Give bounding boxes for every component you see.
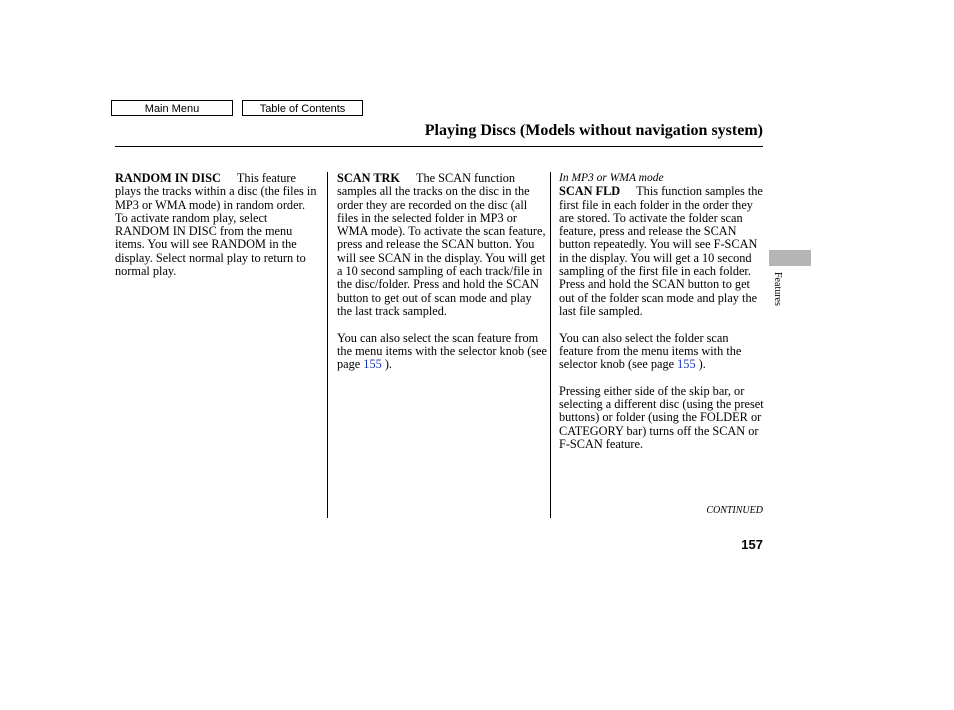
page-155-link-2[interactable]: 155 [677, 357, 696, 372]
scan-trk-menu-text: You can also select the scan feature from the menu items with the selector knob (see page [337, 330, 548, 372]
section-tab-marker [769, 250, 811, 266]
column-divider-2 [550, 172, 551, 518]
column-random-in-disc [115, 172, 320, 278]
scan-off-paragraph: Pressing either side of the skip bar, or selecting a different disc (using the preset buttons) or folder (using the FOLDER or CATEGORY bar) turns off the SCAN or F-SCAN feature. [559, 383, 764, 451]
scan-fld-menu-text-end: ). [695, 357, 706, 372]
table-of-contents-button[interactable]: Table of Contents [242, 100, 363, 116]
page-title: Playing Discs (Models without navigation system) [424, 122, 763, 139]
page-155-link[interactable]: 155 [363, 357, 382, 372]
scan-trk-menu-text-end: ). [381, 357, 392, 372]
scan-trk-menu-paragraph [337, 332, 547, 372]
scan-trk-term: SCAN TRK [337, 171, 400, 185]
column-scan-trk [337, 172, 547, 371]
scan-trk-text: The SCAN function samples all the tracks on the disc in the order they are recorded on the disc (all files in the selected folder in MP3 or WMA mode). To activate the scan feature, press and release the SCAN button. You will see SCAN in the display. You will get a 10 second sampling of each track/file in the disc/folder. Press and hold the SCAN button to get out of scan mode and play the last track sampled. [337, 171, 546, 318]
mode-note: In MP3 or WMA mode [559, 172, 664, 184]
scan-fld-paragraph [559, 185, 764, 318]
scan-fld-text: This function samples the first file in each folder in the order they are stored. To activate the folder scan feature, press and release the SCAN button repeatedly. You will see F-SCAN in the display. You will get a 10 second sampling of the first file in each folder. Press and hold the SCAN button to get out of the folder scan mode and play the last file sampled. [559, 184, 763, 318]
random-in-disc-text: This feature plays the tracks within a disc (the files in MP3 or WMA mode) in random order. To activate random play, select RANDOM IN DISC from the menu items. You will see RANDOM in the display. Select normal play to return to normal play. [115, 171, 317, 279]
scan-fld-term: SCAN FLD [559, 184, 621, 199]
column-scan-fld [559, 172, 764, 451]
continued-label: CONTINUED [706, 505, 763, 516]
title-divider [115, 146, 763, 147]
random-in-disc-paragraph [115, 172, 320, 278]
scan-trk-paragraph [337, 172, 547, 318]
section-label: Features [772, 272, 783, 306]
scan-fld-menu-text: You can also select the folder scan feature from the menu items with the selector knob (see page [559, 330, 742, 372]
column-divider-1 [327, 172, 328, 518]
page-number: 157 [741, 537, 763, 552]
scan-fld-menu-paragraph [559, 332, 764, 372]
main-menu-button[interactable]: Main Menu [111, 100, 233, 116]
random-in-disc-term: RANDOM IN DISC [115, 171, 221, 185]
